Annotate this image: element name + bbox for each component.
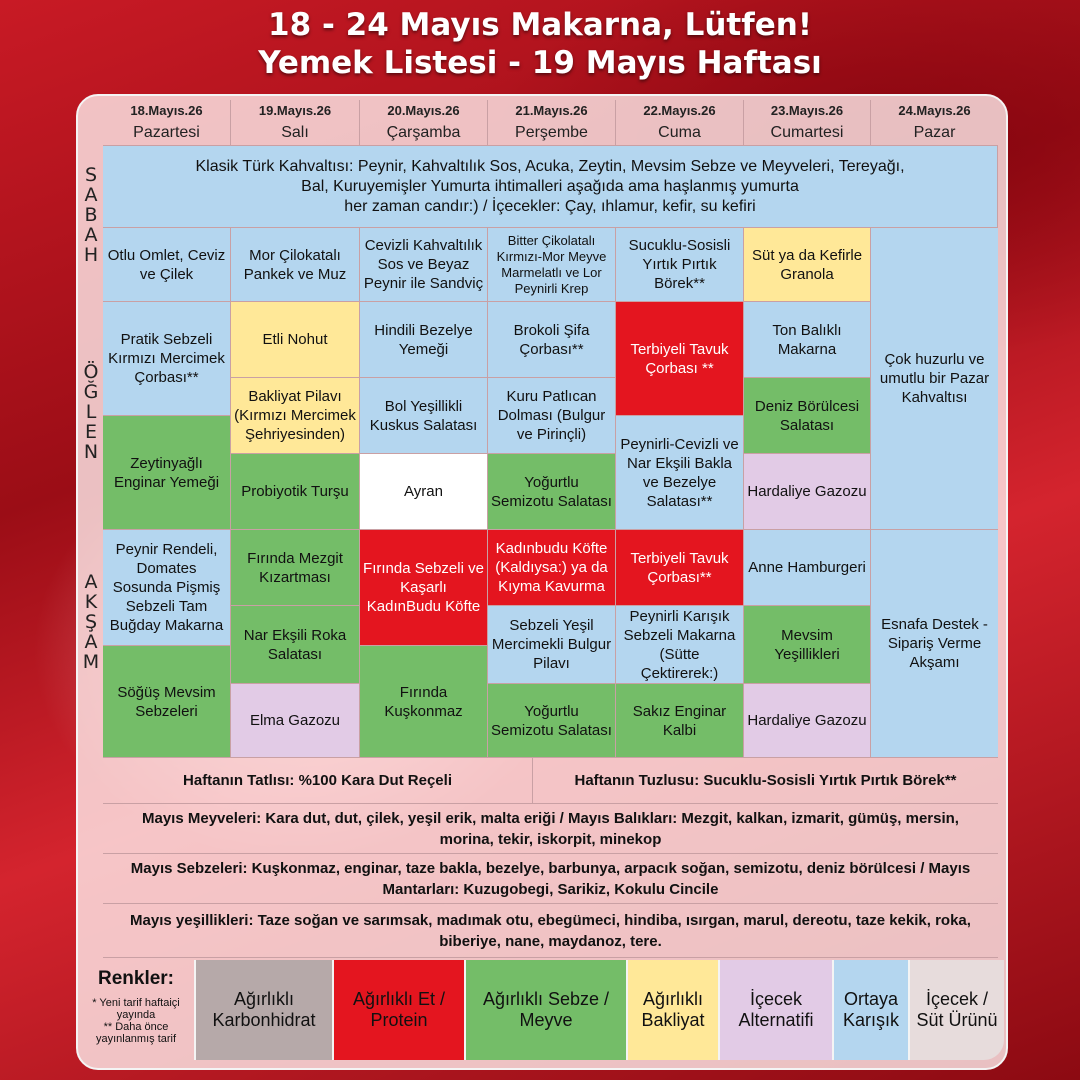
legend-item-dairy: İçecek / Süt Ürünü [910, 960, 1004, 1060]
date-sun: 24.Mayıs.26 [898, 102, 971, 118]
menu-cell: Yoğurtlu Semizotu Salatası [488, 454, 616, 530]
page-title [0, 6, 1080, 82]
menu-cell: Bol Yeşillikli Kuskus Salatası [360, 378, 488, 454]
menu-cell: Hardaliye Gazozu [744, 454, 871, 530]
menu-cell: Elma Gazozu [231, 684, 360, 758]
meal-label-sabah: S A B A H [83, 164, 99, 266]
menu-cell: Fırında Sebzeli ve Kaşarlı KadınBudu Köfte [360, 530, 488, 646]
menu-cell: Peynirli Karışık Sebzeli Makarna (Sütte Çektirerek:) [616, 606, 744, 684]
menu-cell: Kuru Patlıcan Dolması (Bulgur ve Pirinçli) [488, 378, 616, 454]
day-wed: Çarşamba [360, 120, 488, 146]
legend-note-old: ** Daha önce yayınlanmış tarif [95, 1021, 177, 1045]
menu-cell: Fırında Mezgit Kızartması [231, 530, 360, 606]
meal-label-oglen: Ö Ğ L E N [83, 361, 99, 463]
legend-title: Renkler: [97, 968, 175, 989]
menu-cell: Ton Balıklı Makarna [744, 302, 871, 378]
menu-cell: Deniz Börülcesi Salatası [744, 378, 871, 454]
menu-cell: Kadınbudu Köfte (Kaldıysa:) ya da Kıyma Kavurma [488, 530, 616, 606]
legend-item-carb: Ağırlıklı Karbonhidrat [196, 960, 334, 1060]
menu-cell: Cevizli Kahvaltılık Sos ve Beyaz Peynir ile Sandviç [360, 228, 488, 302]
menu-cell: Peynir Rendeli, Domates Sosunda Pişmiş Sebzeli Tam Buğday Makarna [103, 530, 231, 646]
menu-cell: Otlu Omlet, Ceviz ve Çilek [103, 228, 231, 302]
date-thu: 21.Mayıs.26 [488, 100, 616, 120]
weekly-savory: Haftanın Tuzlusu: Sucuklu-Sosisli Yırtık Pırtık Börek** [533, 758, 998, 804]
legend-title-block [78, 960, 196, 1060]
menu-cell: Hindili Bezelye Yemeği [360, 302, 488, 378]
legend-item-protein: Ağırlıklı Et / Protein [334, 960, 466, 1060]
menu-cell: Pratik Sebzeli Kırmızı Mercimek Çorbası** [103, 302, 231, 416]
menu-cell: Mor Çilokatalı Pankek ve Muz [231, 228, 360, 302]
menu-cell: Anne Hamburgeri [744, 530, 871, 606]
date-tue: 19.Mayıs.26 [231, 100, 360, 120]
seasonal-greens: Mayıs yeşillikleri: Taze soğan ve sarımsak, madımak otu, ebegümeci, hindiba, ısırgan, marul, dereotu, taze kekik, roka, biberiye, nane, maydanoz, tere. [103, 904, 998, 958]
menu-cell: Peynirli-Cevizli ve Nar Ekşili Bakla ve Bezelye Salatası** [616, 416, 744, 530]
legend-item-drink: İçecek Alternatifi [720, 960, 834, 1060]
menu-cell: Hardaliye Gazozu [744, 684, 871, 758]
menu-cell: Sakız Enginar Kalbi [616, 684, 744, 758]
menu-cell: Nar Ekşili Roka Salatası [231, 606, 360, 684]
legend-item-mixed: Ortaya Karışık [834, 960, 910, 1060]
menu-cell: Bitter Çikolatalı Kırmızı-Mor Meyve Marmelatlı ve Lor Peynirli Krep [488, 228, 616, 302]
menu-cell: Ayran [360, 454, 488, 530]
breakfast-cell: Klasik Türk Kahvaltısı: Peynir, Kahvaltılık Sos, Acuka, Zeytin, Mevsim Sebze ve Meyveleri, Tereyağı, Bal, Kuruyemişler Yumurta ihtimalleri aşağıda ama haşlanmış yumurta her zaman candır:) / İçecekler: Çay, ıhlamur, kefir, su kefiri [103, 146, 998, 228]
day-thu: Perşembe [488, 120, 616, 146]
menu-cell: Çok huzurlu ve umutlu bir Pazar Kahvaltısı [871, 228, 998, 530]
menu-cell: Fırında Kuşkonmaz [360, 646, 488, 758]
title-line-1: 18 - 24 Mayıs Makarna, Lütfen! [268, 7, 812, 43]
menu-cell: Zeytinyağlı Enginar Yemeği [103, 416, 231, 530]
day-sat: Cumartesi [744, 120, 871, 146]
date-sat: 23.Mayıs.26 [744, 100, 871, 120]
legend-note-new: * Yeni tarif haftaiçi yayında [92, 997, 180, 1021]
menu-cell: Probiyotik Turşu [231, 454, 360, 530]
meal-label-aksam: A K Ş A M [82, 571, 100, 673]
menu-cell: Söğüş Mevsim Sebzeleri [103, 646, 231, 758]
seasonal-vegetables-mushrooms: Mayıs Sebzeleri: Kuşkonmaz, enginar, taze bakla, bezelye, barbunya, arpacık soğan, semizotu, deniz börülcesi / Mayıs Mantarları: Kuzugobegi, Sarikiz, Kokulu Cincile [103, 854, 998, 904]
day-sun: Pazar [871, 120, 998, 146]
date-fri: 22.Mayıs.26 [616, 100, 744, 120]
menu-cell: Bakliyat Pilavı (Kırmızı Mercimek Şehriyesinden) [231, 378, 360, 454]
menu-cell: Sucuklu-Sosisli Yırtık Pırtık Börek** [616, 228, 744, 302]
title-line-2: Yemek Listesi - 19 Mayıs Haftası [258, 45, 822, 81]
weekly-dessert: Haftanın Tatlısı: %100 Kara Dut Reçeli [103, 758, 533, 804]
menu-cell: Terbiyeli Tavuk Çorbası** [616, 530, 744, 606]
menu-cell: Süt ya da Kefirle Granola [744, 228, 871, 302]
menu-cell: Brokoli Şifa Çorbası** [488, 302, 616, 378]
menu-cell: Mevsim Yeşillikleri [744, 606, 871, 684]
legend-item-legume: Ağırlıklı Bakliyat [628, 960, 720, 1060]
menu-cell: Terbiyeli Tavuk Çorbası ** [616, 302, 744, 416]
menu-cell: Esnafa Destek - Sipariş Verme Akşamı [871, 530, 998, 758]
legend-item-vegetable: Ağırlıklı Sebze / Meyve [466, 960, 628, 1060]
menu-cell: Yoğurtlu Semizotu Salatası [488, 684, 616, 758]
seasonal-fruits-fish: Mayıs Meyveleri: Kara dut, dut, çilek, yeşil erik, malta eriği / Mayıs Balıkları: Mezgit, kalkan, izmarit, gümüş, mersin, morina, tekir, iskorpit, minekop [103, 804, 998, 854]
day-fri: Cuma [616, 120, 744, 146]
day-tue: Salı [231, 120, 360, 146]
date-wed: 20.Mayıs.26 [360, 100, 488, 120]
date-mon: 18.Mayıs.26 [103, 100, 231, 120]
menu-cell: Sebzeli Yeşil Mercimekli Bulgur Pilavı [488, 606, 616, 684]
menu-cell: Etli Nohut [231, 302, 360, 378]
day-mon: Pazartesi [103, 120, 231, 146]
